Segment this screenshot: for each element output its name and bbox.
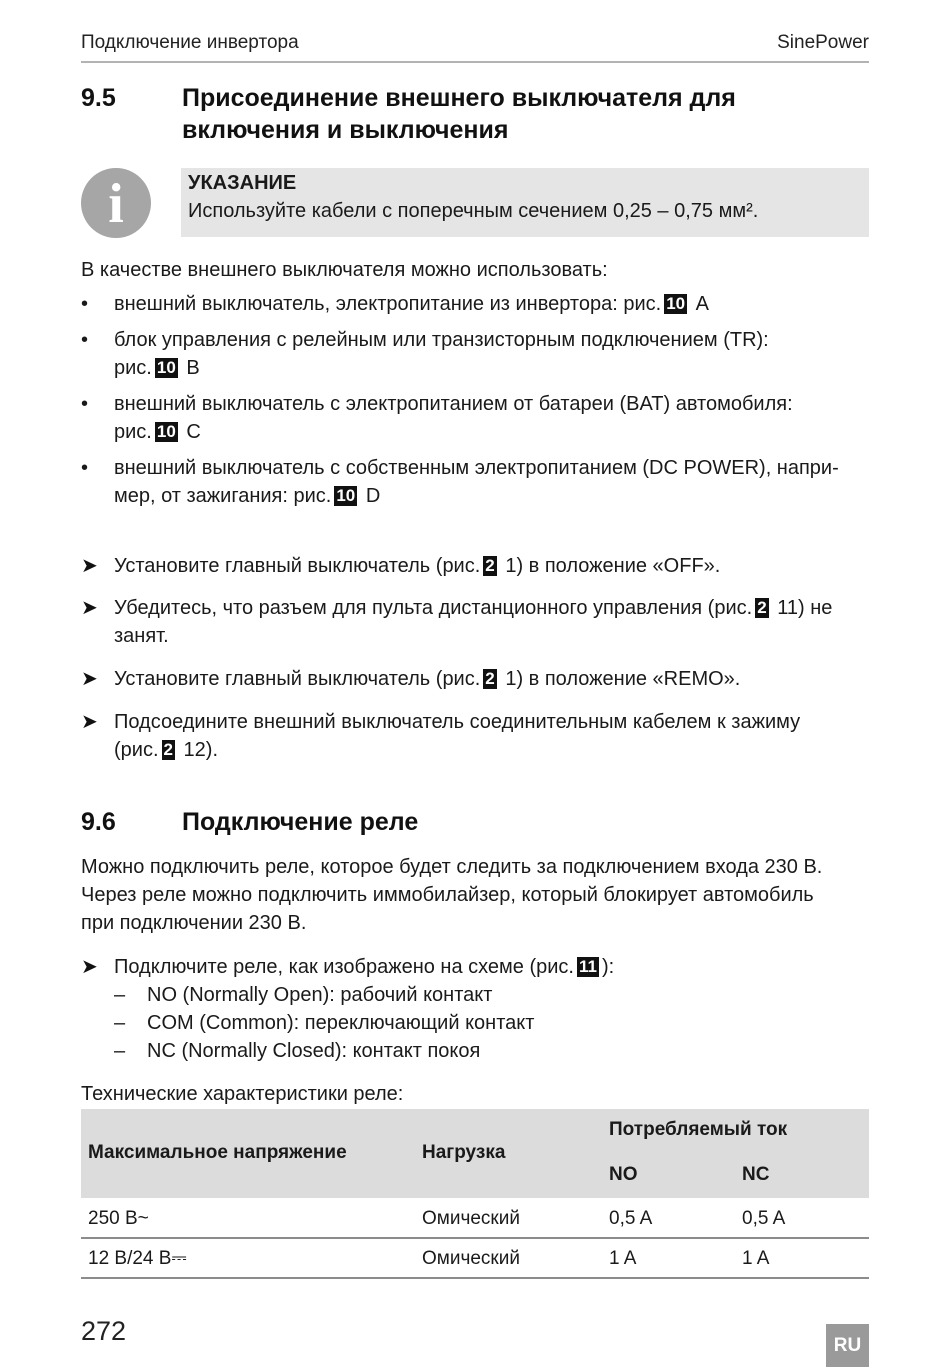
note-text: Используйте кабели с поперечным сечением 0,25 – 0,75 мм². [188,200,759,222]
bullet-text: внешний выключатель с собственным электропитанием (DC POWER), напри- [114,457,839,479]
arrow-icon: ➤ [81,668,98,690]
dash-mark: – [114,1012,126,1034]
note-box [181,168,869,237]
bullet-text: мер, от зажигания: рис. [114,485,332,507]
running-header [81,32,869,62]
section-number: 9.6 [81,808,116,836]
dash-text: COM (Common): переключающий контакт [147,1012,535,1034]
figure-ref: 10 [156,358,176,377]
step-text: занят. [114,625,169,647]
figure-ref: 2 [485,669,495,688]
figure-ref: 10 [336,486,356,505]
step-text: Установите главный выключатель (рис. [114,668,481,690]
step-text: 11) не [777,597,833,619]
header-chapter: Подключение инвертора [81,32,299,53]
column-header-nc: NC [742,1164,770,1185]
note-title: УКАЗАНИЕ [188,172,297,194]
paragraph-line: при подключении 230 В. [81,912,307,934]
figure-ref: 2 [163,740,173,759]
figure-part: A [695,293,710,315]
bullet-text: внешний выключатель с электропитанием от батареи (BAT) автомобиля: [114,393,793,415]
step-text: Подсоедините внешний выключатель соединительным кабелем к зажиму [114,711,801,733]
cell-load: Омический [422,1208,520,1229]
cell-no: 1 A [609,1248,637,1269]
dash-mark: – [114,984,126,1006]
bullet-text: блок управления с релейным или транзисторным подключением (TR): [114,329,769,351]
table-row [81,1239,869,1277]
bullet-text: рис. [114,421,152,443]
page-number: 272 [81,1316,127,1346]
paragraph [81,853,881,937]
dash-mark: – [114,1040,126,1062]
section-title: Подключение реле [182,808,419,836]
step-text: 1) в положение «OFF». [505,555,721,577]
arrow-icon: ➤ [81,597,98,619]
arrow-icon: ➤ [81,956,98,978]
column-header-load: Нагрузка [422,1142,506,1163]
table-row [81,1199,869,1237]
figure-ref: 2 [757,598,767,617]
cell-load: Омический [422,1248,520,1269]
bullet-mark: • [81,393,89,415]
paragraph-line: Можно подключить реле, которое будет следить за подключением входа 230 В. [81,856,823,878]
cell-voltage: 12 В/24 В⎓ [88,1248,187,1269]
cell-voltage: 250 В~ [88,1208,149,1229]
cell-nc: 0,5 A [742,1208,786,1229]
bullet-text: внешний выключатель, электропитание из инвертора: рис. [114,293,662,315]
step-text: Подключите реле, как изображено на схеме (рис. [114,956,574,978]
figure-part: B [186,357,200,379]
step-text: ): [601,956,615,978]
cell-nc: 1 A [742,1248,770,1269]
figure-ref: 2 [485,556,495,575]
arrow-icon: ➤ [81,711,98,733]
column-header-current: Потребляемый ток [609,1119,788,1140]
table-header [81,1109,869,1198]
dash-text: NC (Normally Closed): контакт покоя [147,1040,481,1062]
step-text: (рис. [114,739,159,761]
info-icon: i [81,168,151,238]
figure-ref: 11 [578,957,597,976]
section-title: Присоединение внешнего выключателя для включения и выключения [182,84,736,144]
bullet-text: рис. [114,357,152,379]
row-divider [81,1277,869,1279]
step-text: Убедитесь, что разъем для пульта дистанционного управления (рис. [114,597,753,619]
paragraph-line: Через реле можно подключить иммобилайзер, который блокирует автомобиль [81,884,814,906]
figure-part: C [186,421,201,443]
column-header-voltage: Максимальное напряжение [88,1142,347,1163]
step-text: 1) в положение «REMO». [505,668,741,690]
bullet-mark: • [81,293,89,315]
step-text: Установите главный выключатель (рис. [114,555,481,577]
table-caption: Технические характеристики реле: [81,1083,404,1105]
step-text: 12). [183,739,219,761]
intro-text: В качестве внешнего выключателя можно использовать: [81,259,608,281]
section-heading-9-6 [81,806,869,838]
column-header-no: NO [609,1164,638,1185]
arrow-icon: ➤ [81,555,98,577]
bullet-mark: • [81,329,89,351]
cell-no: 0,5 A [609,1208,653,1229]
bullet-mark: • [81,457,89,479]
section-number: 9.5 [81,84,116,112]
header-divider [81,61,869,63]
language-badge: RU [826,1324,869,1367]
section-heading-9-5 [81,82,869,146]
dash-text: NO (Normally Open): рабочий контакт [147,984,493,1006]
figure-ref: 10 [156,422,176,441]
figure-ref: 10 [666,294,686,313]
header-product: SinePower [777,32,869,53]
figure-part: D [365,485,381,507]
